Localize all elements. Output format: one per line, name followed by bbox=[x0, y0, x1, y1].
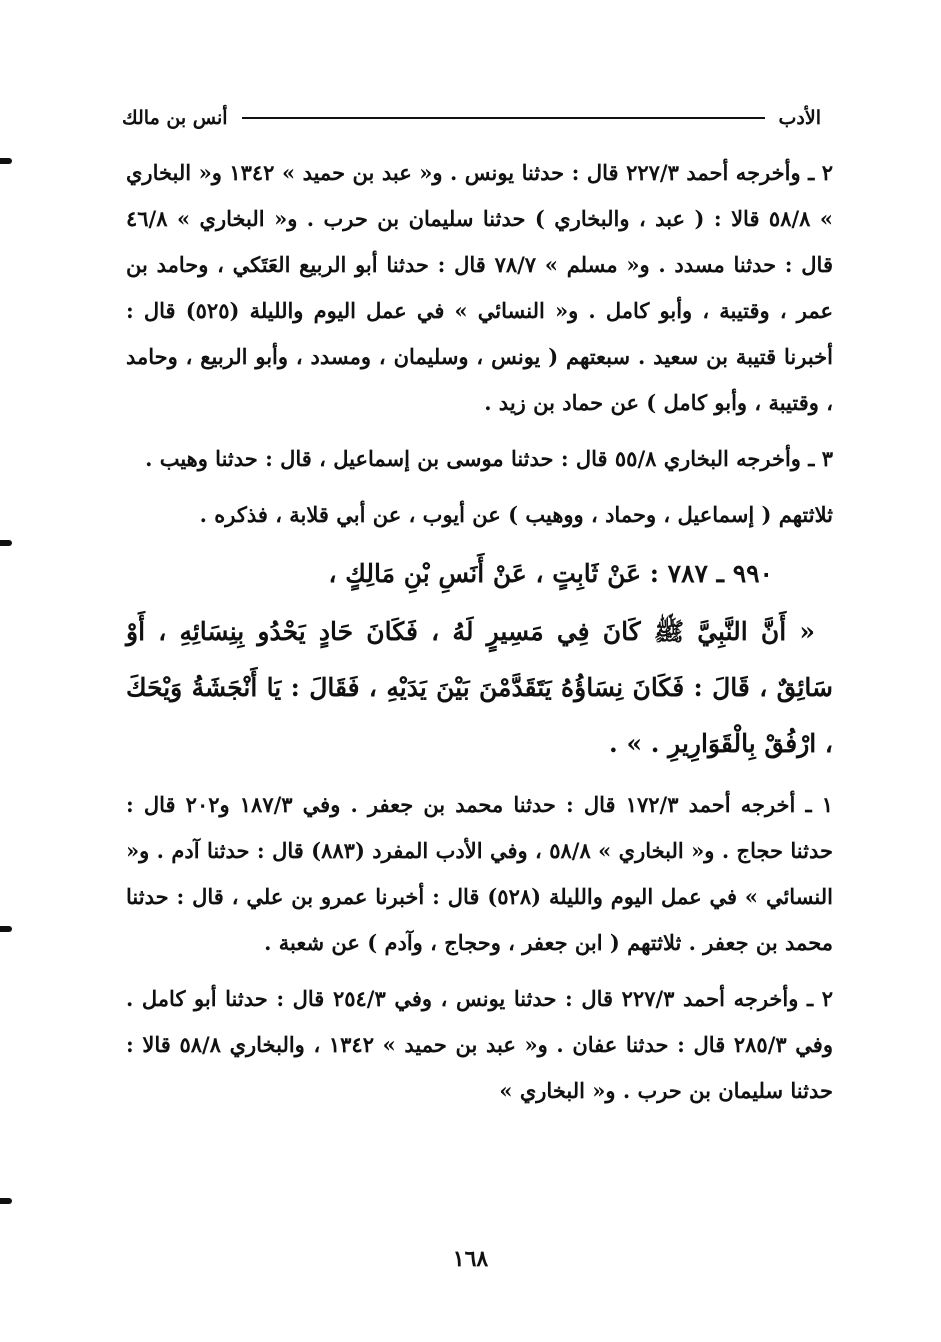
hadith-text: « أَنَّ النَّبِيَّ ﷺ كَانَ فِي مَسِيرٍ لَهُ ، فَكَانَ حَادٍ يَحْدُو بِنِسَائِهِ ، أَوْ سَائِقٌ ، قَالَ : فَكَانَ نِسَاؤُهُ يَتَقَدَّمْنَ بَيْنَ يَدَيْهِ ، فَقَالَ : يَا أَنْجَشَةُ وَيْحَكَ ، ارْفُقْ بِالْقَوَارِيرِ . » . bbox=[126, 617, 833, 758]
header-chapter-title: الأدب bbox=[778, 107, 821, 129]
takhrij-paragraph: ٢ ـ وأخرجه أحمد ٢٢٧/٣ قال : حدثنا يونس ، وفي ٢٥٤/٣ قال : حدثنا أبو كامل . وفي ٢٨٥/٣ قال : حدثنا عفان . و« عبد بن حميد » ١٣٤٢ ، والبخاري ٥٨/٨ قالا : حدثنا سليمان بن حرب . و« البخاري » bbox=[126, 986, 833, 1103]
margin-mark bbox=[0, 540, 12, 546]
takhrij-paragraph: ٢ ـ وأخرجه أحمد ٢٢٧/٣ قال : حدثنا يونس . و« عبد بن حميد » ١٣٤٢ و« البخاري » ٥٨/٨ قالا : ( عبد ، والبخاري ) حدثنا سليمان بن حرب . و« البخاري » ٤٦/٨ قال : حدثنا مسدد . و« مسلم » ٧٨/٧ قال : حدثنا أبو الربيع العَتَكي ، وحامد بن عمر ، وقتيبة ، وأبو كامل . و« النسائي » في عمل اليوم والليلة (٥٢٥) قال : أخبرنا قتيبة بن سعيد . سبعتهم ( يونس ، وسليمان ، ومسدد ، وأبو الربيع ، وحامد ، وقتيبة ، وأبو كامل ) عن حماد بن زيد . bbox=[126, 160, 834, 415]
header-section-title: أنس بن مالك bbox=[122, 107, 228, 129]
hadith-heading: ٩٩٠ ـ ٧٨٧ : عَنْ ثَابِتٍ ، عَنْ أَنَسِ بْنِ مَالِكٍ ، bbox=[328, 559, 773, 588]
header-rule bbox=[242, 117, 765, 119]
running-header bbox=[122, 100, 821, 136]
takhrij-paragraph: ٣ ـ وأخرجه البخاري ٥٥/٨ قال : حدثنا موسى بن إسماعيل ، قال : حدثنا وهيب . bbox=[145, 446, 833, 471]
takhrij-paragraph: ثلاثتهم ( إسماعيل ، وحماد ، ووهيب ) عن أيوب ، عن أبي قلابة ، فذكره . bbox=[199, 502, 833, 527]
margin-mark bbox=[0, 926, 12, 932]
page-body bbox=[126, 150, 833, 1124]
margin-mark bbox=[0, 1198, 12, 1204]
margin-mark bbox=[0, 158, 12, 164]
takhrij-paragraph: ١ ـ أخرجه أحمد ١٧٢/٣ قال : حدثنا محمد بن جعفر . وفي ١٨٧/٣ و٢٠٢ قال : حدثنا حجاج . و« البخاري » ٥٨/٨ ، وفي الأدب المفرد (٨٨٣) قال : حدثنا آدم . و« النسائي » في عمل اليوم والليلة (٥٢٨) قال : أخبرنا عمرو بن علي ، قال : حدثنا محمد بن جعفر . ثلاثتهم ( ابن جعفر ، وحجاج ، وآدم ) عن شعبة . bbox=[126, 792, 833, 955]
page-number: ١٦٨ bbox=[452, 1246, 489, 1272]
